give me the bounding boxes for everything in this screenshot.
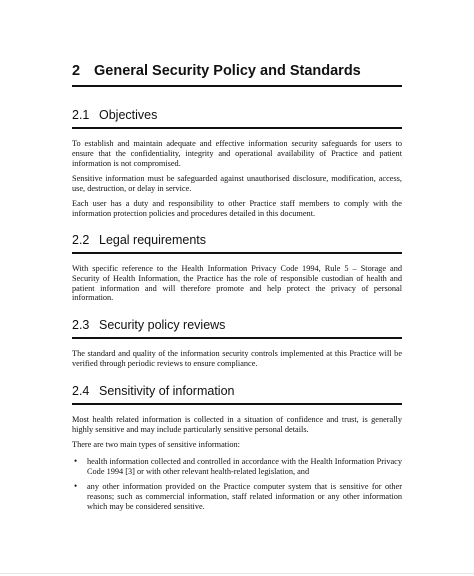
chapter-title: General Security Policy and Standards	[94, 63, 361, 79]
list-item	[72, 457, 402, 477]
section-title: Legal requirements	[99, 233, 207, 247]
section-heading-legal-requirements	[72, 233, 206, 247]
section-number: 2.1	[72, 108, 90, 122]
section-number: 2.2	[72, 233, 90, 247]
section-rule	[72, 337, 402, 339]
chapter-heading	[72, 63, 361, 79]
paragraph: Most health related information is collected in a situation of confidence and trust, is generally highly sensitive and may include particularly sensitive personal details.	[72, 415, 402, 434]
chapter-number: 2	[72, 63, 81, 79]
paragraph: Each user has a duty and responsibility to other Practice staff members to comply with the information protection policies and procedures detailed in this document.	[72, 199, 402, 218]
section-title: Security policy reviews	[99, 318, 226, 332]
section-heading-objectives	[72, 108, 157, 122]
paragraph: Sensitive information must be safeguarded against unauthorised disclosure, modification, access, use, destruction, or delay in service.	[72, 174, 402, 193]
section-rule	[72, 252, 402, 254]
list-item-text: any other information provided on the Practice computer system that is sensitive for other reasons; such as commercial information, staff related information or any other information which may be considered sensitive.	[87, 482, 402, 511]
section-heading-security-policy-reviews	[72, 318, 225, 332]
page-bottom-edge	[0, 573, 474, 574]
section-number: 2.4	[72, 384, 90, 398]
section-rule	[72, 403, 402, 405]
paragraph: To establish and maintain adequate and effective information security safeguards for users to ensure that the confidentiality, integrity and operational availability of Practice and patient information is not compromised.	[72, 139, 402, 168]
section-heading-sensitivity-of-information	[72, 384, 234, 398]
section-title: Objectives	[99, 108, 158, 122]
bullet-icon: •	[74, 481, 78, 491]
section-rule	[72, 127, 402, 129]
list-item	[72, 482, 402, 511]
paragraph: The standard and quality of the information security controls implemented at this Practice will be verified through periodic reviews to ensure compliance.	[72, 349, 402, 368]
paragraph: There are two main types of sensitive information:	[72, 440, 240, 449]
section-number: 2.3	[72, 318, 90, 332]
paragraph: With specific reference to the Health Information Privacy Code 1994, Rule 5 – Storage and Security of Health Information, the Practice has the role of responsible custodian of health and patient information and will therefore promote and help protect the privacy of personal information.	[72, 264, 402, 303]
chapter-rule	[72, 85, 402, 87]
list-item-text: health information collected and controlled in accordance with the Health Information Privacy Code 1994 [3] or with other relevant health-related legislation, and	[87, 457, 402, 476]
bullet-icon: •	[74, 456, 78, 466]
section-title: Sensitivity of information	[99, 384, 235, 398]
